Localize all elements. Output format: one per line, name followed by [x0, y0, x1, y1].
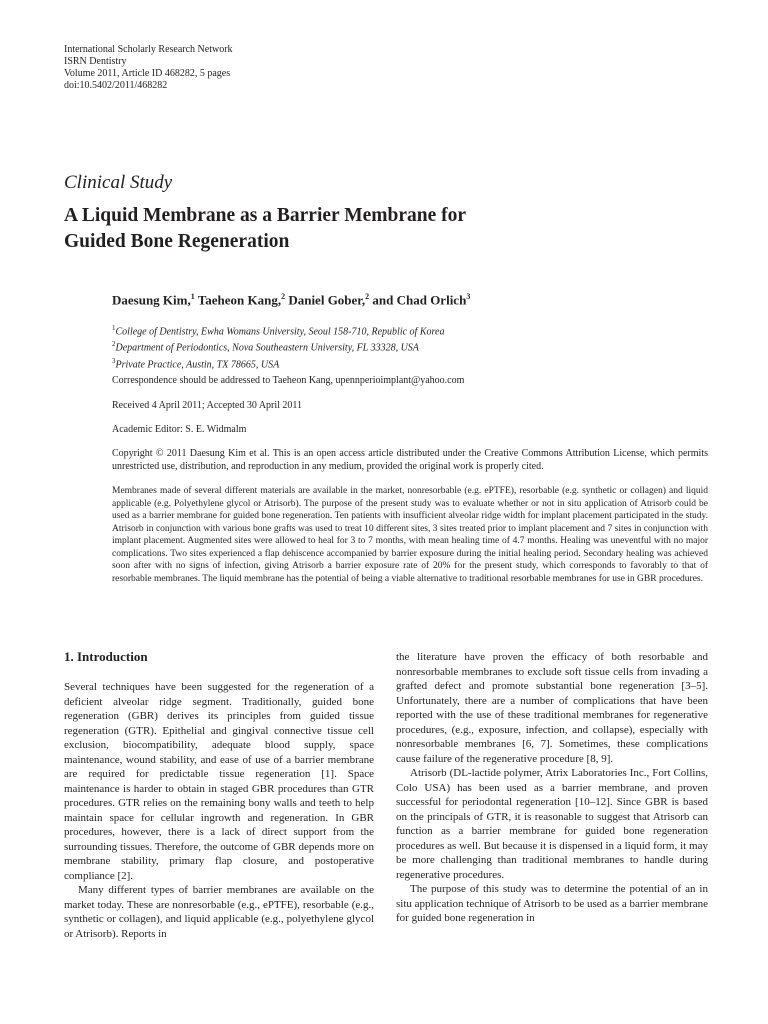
body-column-right	[396, 650, 708, 926]
author-list	[112, 292, 470, 308]
title-line-1: A Liquid Membrane as a Barrier Membrane for	[64, 205, 467, 226]
affiliation-number: 1	[112, 324, 116, 332]
journal-network: International Scholarly Research Network	[64, 44, 233, 55]
author-affiliation-mark: 1	[190, 292, 195, 301]
affiliation	[112, 322, 444, 338]
author-name: and Chad Orlich	[372, 292, 467, 308]
paragraph: The purpose of this study was to determine the potential of an in situ application technique of Atrisorb to be used as a barrier membrane for guided bone regeneration in	[396, 883, 708, 924]
received-dates: Received 4 April 2011; Accepted 30 April 2011	[112, 400, 303, 411]
journal-name: ISRN Dentistry	[64, 56, 127, 67]
article-type-label: Clinical Study	[64, 172, 173, 193]
affiliation-number: 2	[112, 340, 116, 349]
article-title	[64, 203, 704, 255]
affiliation-text: Private Practice, Austin, TX 78665, USA	[115, 358, 280, 370]
abstract: Membranes made of several different materials are available in the market, nonresorbable (e.g. ePTFE), resorbable (e.g. synthetic or collagen) and liquid applicable (e.g. Polyethylene glycol or Atrisorb). The purpose of the present study was to evaluate whether or not in situ application of Atrisorb could be used as a barrier membrane for guided bone regeneration. Ten patients with insufficient alveolar ridge width for implant placement participated in the study. Atrisorb in conjunction with various bone grafts was used to treat 10 different sites, 3 sites treated prior to implant placement and 7 sites in conjunction with implant placement. Augmented sites were allowed to heal for 3 to 7 months, with mean healing time of 4.7 months. Healing was uneventful with no major complications. Two sites experienced a flap dehiscence accompanied by barrier exposure during the initial healing period. Secondary healing was achieved soon after with no signs of infection, giving Atrisorb a barrier exposure rate of 20% for the present study, which corresponds to favorably to that of resorbable membranes. The liquid membrane has the potential of being a viable alternative to traditional resorbable membranes for use in GBR procedures.	[112, 486, 708, 584]
correspondence: Correspondence should be addressed to Taeheon Kang, upennperioimplant@yahoo.com	[112, 375, 465, 386]
journal-doi: doi:10.5402/2011/468282	[64, 80, 168, 91]
journal-volume: Volume 2011, Article ID 468282, 5 pages	[64, 68, 231, 79]
journal-header	[64, 44, 233, 92]
affiliation-number: 3	[112, 356, 116, 365]
section-heading-introduction: 1. Introduction	[64, 649, 148, 664]
paragraph: the literature have proven the efficacy of both resorbable and nonresorbable membranes to exclude soft tissue cells from invading a grafted defect and promote substantial bone regeneration [3–5]. Unfortunately, there are a number of complications that have been reported with the use of these traditional membranes for regenerative procedures, (e.g., exposure, infection, and collapse), especially with nonresorbable membranes [6, 7]. Sometimes, these complications cause failure of the regenerative procedure [8, 9].	[396, 651, 708, 765]
author-name: Daesung Kim,	[112, 292, 191, 308]
copyright-notice: Copyright © 2011 Daesung Kim et al. This is an open access article distributed under the Creative Commons Attribution License, which permits unrestricted use, distribution, and reproduction in any medium, provided the original work is properly cited.	[112, 448, 708, 472]
paragraph: Several techniques have been suggested for the regeneration of a deficient alveolar ridge segment. Traditionally, guided bone regeneration (GBR) derives its principles from guided tissue regeneration (GTR). Epithelial and gingival connective tissue cell exclusion, biocompatibility, adequate blood supply, space maintenance, wound stability, and ease of use of a barrier membrane are required for predictable tissue regeneration [1]. Space maintenance is harder to obtain in staged GBR procedures than GTR procedures. GTR relies on the remaining bony walls and teeth to help maintain space for cellular ingrowth and regeneration. In GBR procedures, however, there is a lack of direct support from the surrounding tissues. Therefore, the outcome of GBR depends more on membrane stability, primary flap closure, and postoperative compliance [2].	[64, 681, 374, 882]
paragraph: Many different types of barrier membranes are available on the market today. These are nonresorbable (e.g., ePTFE), resorbable (e.g., synthetic or collagen), and liquid applicable (e.g., polyethylene glycol or Atrisorb). Reports in	[64, 884, 374, 940]
author-name: Taeheon Kang,	[197, 292, 282, 308]
affiliation	[112, 355, 444, 371]
author-name: Daniel Gober,	[288, 292, 366, 308]
academic-editor: Academic Editor: S. E. Widmalm	[112, 424, 247, 435]
paragraph: Atrisorb (DL-lactide polymer, Atrix Laboratories Inc., Fort Collins, Colo USA) has been used as a barrier membrane, and proven successful for periodontal regeneration [10–12]. Since GBR is based on the principals of GTR, it is reasonable to suggest that Atrisorb can function as a barrier membrane for guided bone regeneration procedures as well. But because it is dispensed in a liquid form, it may be more challenging than traditional membranes to handle during regenerative procedures.	[396, 767, 708, 881]
author-affiliation-mark: 2	[281, 292, 286, 301]
body-column-left	[64, 680, 374, 941]
affiliation	[112, 338, 444, 354]
author-affiliation-mark: 2	[365, 292, 370, 301]
author-affiliation-mark: 3	[466, 292, 471, 301]
affiliation-list	[112, 322, 444, 371]
affiliation-text: College of Dentistry, Ewha Womans University, Seoul 158-710, Republic of Korea	[115, 326, 445, 338]
title-line-2: Guided Bone Regeneration	[64, 231, 290, 252]
affiliation-text: Department of Periodontics, Nova Southeastern University, FL 33328, USA	[115, 342, 419, 354]
